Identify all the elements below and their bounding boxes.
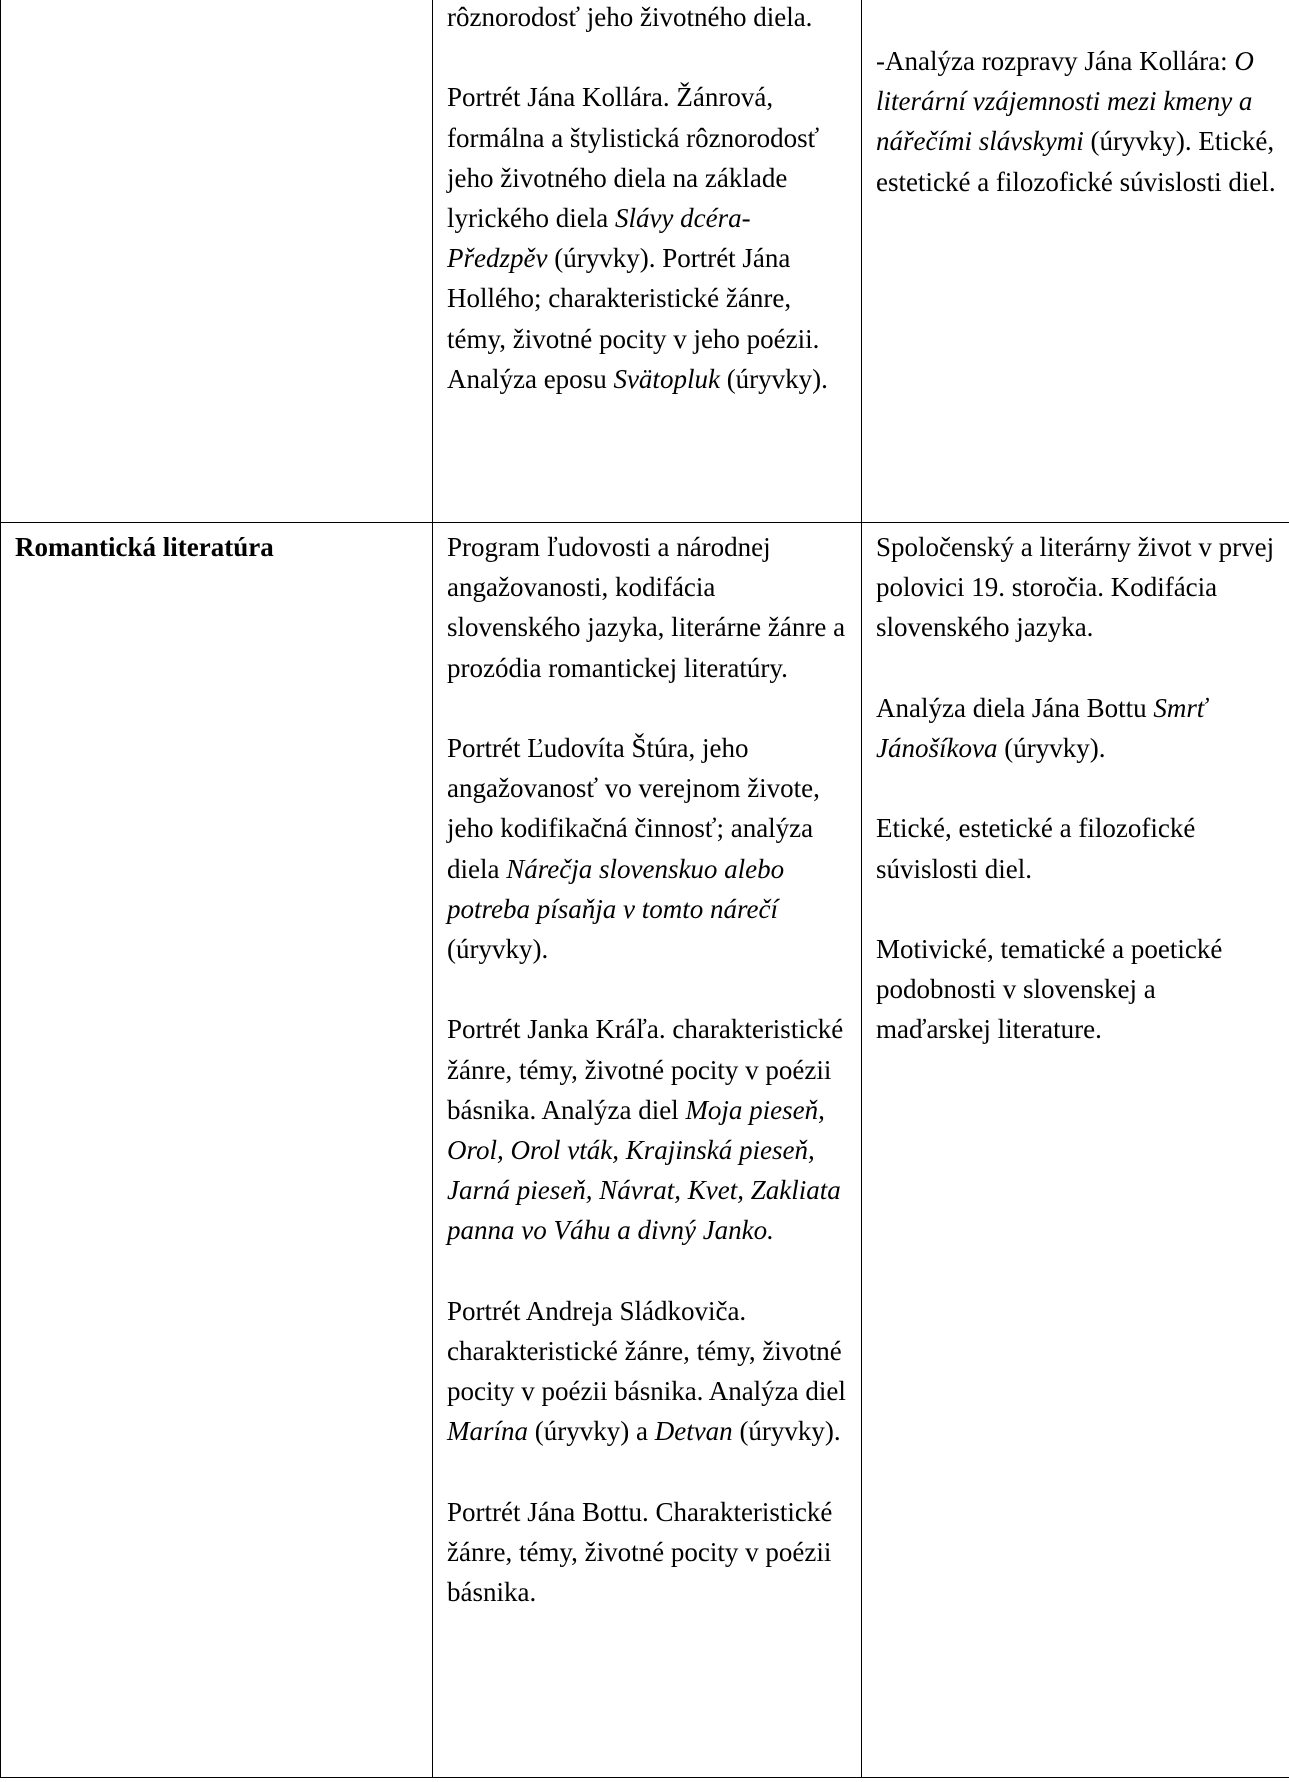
topic-cell xyxy=(1,523,433,1778)
paragraph-gap xyxy=(447,37,849,77)
paragraph-gap xyxy=(876,768,1277,808)
text-run: (úryvky). xyxy=(997,733,1106,763)
content-cell xyxy=(433,0,862,523)
italic-title: O literární vzájemnosti mezi kmeny a nářečími slávskymi xyxy=(876,46,1254,157)
italic-title: Moja pieseň, Orol, Orol vták, Krajinská pieseň, Jarná pieseň, Návrat, Kvet, Zakliata panna vo Váhu a divný Janko. xyxy=(447,1094,841,1246)
italic-title: Nárečja slovenskuo alebo potreba písaňja v tomto nárečí xyxy=(447,853,785,924)
table-row xyxy=(1,523,1289,1778)
italic-title: Slávy dcéra-Předzpěv xyxy=(447,203,751,274)
activities-cell xyxy=(862,523,1289,1778)
text-run: Motivické, tematické a poetické podobnosti v slovenskej a maďarskej literature. xyxy=(876,933,1223,1045)
table-row xyxy=(1,0,1289,523)
paragraph xyxy=(447,1492,849,1613)
text-run: Portrét Ľudovíta Štúra, jeho angažovanosť vo verejnom živote, jeho kodifikačná činnosť; analýza diela xyxy=(447,733,820,884)
text-run: Analýza diela Jána Bottu xyxy=(876,692,1154,723)
paragraph-gap xyxy=(876,648,1277,688)
italic-title: Smrť Jánošíkova xyxy=(876,692,1207,763)
content-cell xyxy=(433,523,862,1778)
paragraph-gap xyxy=(876,889,1277,929)
paragraph xyxy=(447,1291,849,1452)
text-run: (úryvky). Portrét Jána Hollého; charakteristické žánre, témy, životné pocity v jeho poézii. Analýza eposu xyxy=(447,243,820,394)
paragraph xyxy=(876,523,1277,648)
text-run: (úryvky). xyxy=(732,1416,841,1447)
text-run: Portrét Janka Kráľa. charakteristické žánre, témy, životné pocity v poézii básnika. Analýza diel xyxy=(447,1014,844,1125)
text-run: rôznorodosť jeho životného diela. xyxy=(447,2,813,32)
paragraph xyxy=(876,688,1277,768)
paragraph xyxy=(876,929,1277,1050)
paragraph-gap xyxy=(447,969,849,1009)
text-run: (úryvky) a xyxy=(528,1416,655,1447)
text-run: Program ľudovosti a národnej angažovanosti, kodifácia slovenského jazyka, literárne žánre a prozódia romantickej literatúry. xyxy=(447,532,846,683)
text-run: (úryvky). Etické, estetické a filozofické súvislosti diel. xyxy=(876,126,1276,197)
paragraph-gap xyxy=(447,1251,849,1291)
text-run: Spoločenský a literárny život v prvej polovici 19. storočia. Kodifácia slovenského jazyka. xyxy=(876,532,1275,643)
italic-title: Detvan xyxy=(654,1416,733,1447)
italic-title: Svätopluk xyxy=(613,363,720,394)
text-run: -Analýza rozpravy Jána Kollára: xyxy=(876,46,1235,76)
paragraph xyxy=(447,1009,849,1250)
paragraph xyxy=(447,0,849,37)
paragraph-gap xyxy=(447,688,849,728)
text-run: Portrét Andreja Sládkoviča. charakteristické žánre, témy, životné pocity v poézii básnika. Analýza diel xyxy=(447,1295,846,1407)
activities-cell xyxy=(862,0,1289,523)
paragraph xyxy=(447,728,849,969)
paragraph-gap xyxy=(447,1452,849,1492)
paragraph xyxy=(876,0,1277,202)
text-run: Etické, estetické a filozofické súvislosti diel. xyxy=(876,813,1196,884)
italic-title: Marína xyxy=(447,1416,528,1447)
text-run: (úryvky). xyxy=(447,934,549,965)
paragraph xyxy=(876,808,1277,888)
text-run: Portrét Jána Kollára. Žánrová, formálna a štylistická rôznorodosť jeho životného diela na základe lyrického diela xyxy=(447,82,820,233)
topic-cell xyxy=(1,0,433,523)
topic-heading: Romantická literatúra xyxy=(15,532,274,562)
paragraph xyxy=(447,77,849,399)
paragraph xyxy=(447,523,849,688)
text-run: (úryvky). xyxy=(719,363,828,394)
text-run: Portrét Jána Bottu. Charakteristické žánre, témy, životné pocity v poézii básnika. xyxy=(447,1496,833,1608)
